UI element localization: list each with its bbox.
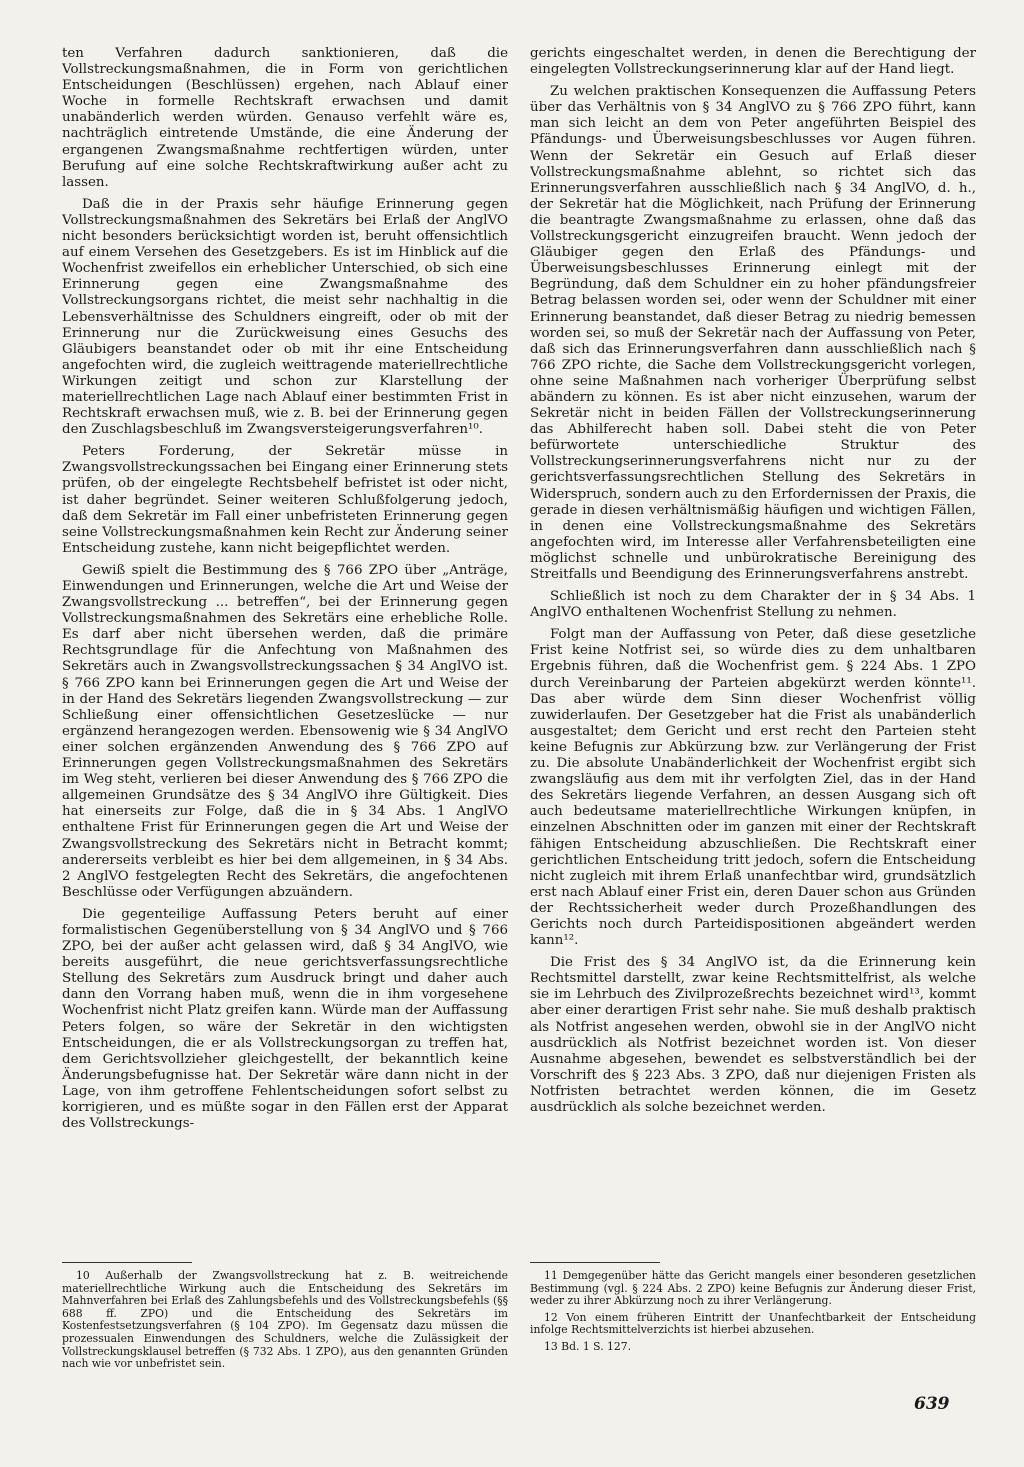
footnotes-right — [530, 1270, 976, 1358]
footnotes-left — [62, 1270, 508, 1375]
footnote-divider — [62, 1262, 192, 1263]
paragraph: Schließlich ist noch zu dem Charakter der in § 34 Abs. 1 AnglVO enthaltenen Wochenfrist Stellung zu nehmen. — [530, 589, 976, 621]
paragraph: gerichts eingeschaltet werden, in denen die Berechtigung der eingelegten Vollstreckungserinnerung klar auf der Hand liegt. — [530, 46, 976, 78]
paragraph: Peters Forderung, der Sekretär müsse in Zwangsvollstreckungssachen bei Eingang einer Erinnerung stets prüfen, ob der eingelegte Rechtsbehelf befristet ist oder nicht, ist daher begründet. Seiner weiteren Schlußfolgerung jedoch, daß dem Sekretär im Fall einer unbefristeten Erinnerung gegen seine Vollstreckungsmaßnahmen kein Recht zur Änderung seiner Entscheidung zustehe, kann nicht beigepflichtet werden. — [62, 444, 508, 556]
paragraph: Daß die in der Praxis sehr häufige Erinnerung gegen Vollstreckungsmaßnahmen des Sekretärs bei Erlaß der AnglVO nicht besonders berücksichtigt worden ist, beruht offensichtlich auf einem Versehen des Gesetzgebers. Es ist im Hinblick auf die Wochenfrist zweifellos ein erheblicher Unterschied, ob sich eine Erinnerung gegen eine Zwangsmaßnahme des Vollstreckungsorgans richtet, die meist sehr nachhaltig in die Lebensverhältnisse des Schuldners eingreift, oder ob mit der Erinnerung nur die Zurückweisung eines Gesuchs des Gläubigers beanstandet oder ob mit ihr eine Entscheidung angefochten wird, die zugleich weittragende materiellrechtliche Wirkungen zeitigt und schon zur Klarstellung der materiellrechtlichen Lage nach Ablauf einer bestimmten Frist in Rechtskraft erwachsen muß, wie z. B. bei der Erinnerung gegen den Zuschlagsbeschluß im Zwangsversteigerungsverfahren¹⁰. — [62, 196, 508, 438]
page-number: 639 — [914, 1394, 950, 1414]
footnote: 12 Von einem früheren Eintritt der Unanfechtbarkeit der Entscheidung infolge Rechtsmittelverzichts ist hierbei abzusehen. — [530, 1310, 976, 1337]
footnote-divider — [530, 1262, 660, 1263]
footnote: 11 Demgegenüber hätte das Gericht mangels einer besonderen gesetzlichen Bestimmung (vgl. § 224 Abs. 2 ZPO) keine Befugnis zur Änderung dieser Frist, weder zu ihrer Abkürzung noch zu ihrer Verlängerung. — [530, 1269, 976, 1308]
footnote: 10 Außerhalb der Zwangsvollstreckung hat z. B. weitreichende materiellrechtliche Wirkung auch die Entscheidung des Sekretärs im Mahnverfahren bei Erlaß des Zahlungsbefehls und des Vollstreckungsbefehls (§§ 688 ff. ZPO) und die Entscheidung des Sekretärs im Kostenfestsetzungsverfahren (§ 104 ZPO). Im Gegensatz dazu müssen die prozessualen Einwendungen des Schuldners, welche die Zulässigkeit der Vollstreckungsklausel betreffen (§ 732 Abs. 1 ZPO), aus den genannten Gründen nach wie vor unbefristet sein. — [62, 1269, 508, 1371]
footnote: 13 Bd. 1 S. 127. — [544, 1339, 632, 1353]
paragraph: Die gegenteilige Auffassung Peters beruht auf einer formalistischen Gegenüberstellung von § 34 AnglVO und § 766 ZPO, bei der außer acht gelassen wird, daß § 34 AnglVO, wie bereits ausgeführt, die neue gerichtsverfassungsrechtliche Stellung des Sekretärs zum Ausdruck bringt und daher auch dann den Vorrang haben muß, wenn die in ihm vorgesehene Wochenfrist nicht Platz greifen kann. Würde man der Auffassung Peters folgen, so wäre der Sekretär in den wichtigsten Entscheidungen, die er als Vollstreckungsorgan zu treffen hat, dem Gerichtsvollzieher gleichgestellt, der bekanntlich keine Änderungsbefugnisse hat. Der Sekretär wäre dann nicht in der Lage, von ihm getroffene Fehlentscheidungen sofort selbst zu korrigieren, und es müßte sogar in den Fällen erst der Apparat des Vollstreckungs- — [62, 906, 508, 1132]
left-column — [62, 46, 508, 1254]
paragraph: Zu welchen praktischen Konsequenzen die Auffassung Peters über das Verhältnis von § 34 AnglVO zu § 766 ZPO führt, kann man sich leicht an dem von Peter angeführten Beispiel des Pfändungs- und Überweisungsbeschlusses vor Augen führen. Wenn der Sekretär ein Gesuch auf Erlaß dieser Vollstreckungsmaßnahme ablehnt, so richtet sich das Erinnerungsverfahren ausschließlich nach § 34 AnglVO, d. h., der Sekretär hat die Möglichkeit, nach Prüfung der Erinnerung die beantragte Zwangsmaßnahme zu erlassen, ohne daß das Vollstreckungsgericht einzugreifen braucht. Wenn jedoch der Gläubiger gegen den Erlaß des Pfändungs- und Überweisungsbeschlusses Erinnerung einlegt mit der Begründung, daß dem Schuldner ein zu hoher pfändungsfreier Betrag belassen worden sei, oder wenn der Schuldner mit einer Erinnerung beanstandet, daß dieser Betrag zu niedrig bemessen worden sei, so muß der Sekretär nach der Auffassung von Peter, daß sich das Erinnerungsverfahren dann ausschließlich nach § 766 ZPO richte, die Sache dem Vollstreckungsgericht vorlegen, ohne seine Maßnahmen nach vorheriger Überprüfung selbst abändern zu können. Es ist aber nicht einzusehen, warum der Sekretär nicht in beiden Fällen der Vollstreckungserinnerung das Abhilferecht haben soll. Dabei steht die von Peter befürwortete unterschiedliche Struktur des Vollstreckungserinnerungsverfahrens nicht nur zu der gerichtsverfassungsrechtlichen Stellung des Sekretärs in Widerspruch, sondern auch zu den Erfordernissen der Praxis, die gerade in diesen verhältnismäßig häufigen und wichtigen Fällen, in denen eine Vollstreckungsmaßnahme des Sekretärs angefochten wird, im Interesse aller Verfahrensbeteiligten eine möglichst schnelle und unbürokratische Bereinigung des Streitfalls und Beendigung des Erinnerungsverfahrens anstrebt. — [530, 84, 976, 582]
paragraph: Die Frist des § 34 AnglVO ist, da die Erinnerung kein Rechtsmittel darstellt, zwar keine Rechtsmittelfrist, als welche sie im Lehrbuch des Zivilprozeßrechts bezeichnet wird¹³, kommt aber einer derartigen Frist sehr nahe. Sie muß deshalb praktisch als Notfrist angesehen werden, obwohl sie in der AnglVO nicht ausdrücklich als Notfrist bezeichnet worden ist. Von dieser Ausnahme abgesehen, bewendet es selbstverständlich bei der Vorschrift des § 223 Abs. 3 ZPO, daß nur diejenigen Fristen als Notfristen betrachtet werden können, die im Gesetz ausdrücklich als solche bezeichnet werden. — [530, 955, 976, 1115]
paragraph: Folgt man der Auffassung von Peter, daß diese gesetzliche Frist keine Notfrist sei, so würde dies zu dem unhaltbaren Ergebnis führen, daß die Wochenfrist gem. § 224 Abs. 1 ZPO durch Vereinbarung der Parteien abgekürzt werden könnte¹¹. Das aber würde dem Sinn dieser Wochenfrist völlig zuwiderlaufen. Der Gesetzgeber hat die Frist als unabänderlich ausgestaltet; dem Gericht und erst recht den Parteien steht keine Befugnis zur Abkürzung bzw. zur Verlängerung der Frist zu. Die absolute Unabänderlichkeit der Wochenfrist ergibt sich zwangsläufig aus dem mit ihr verfolgten Ziel, das in der Hand des Sekretärs liegende Verfahren, an dessen Ausgang sich oft auch bedeutsame materiellrechtliche Wirkungen knüpfen, in einzelnen Abschnitten oder im ganzen mit einer der Rechtskraft fähigen Entscheidung abzuschließen. Die Rechtskraft einer gerichtlichen Entscheidung tritt jedoch, sofern die Entscheidung nicht zugleich mit ihrem Erlaß unanfechtbar wird, grundsätzlich erst nach Ablauf einer Frist ein, deren Dauer schon aus Gründen der Rechtssicherheit weder durch Prozeßhandlungen des Gerichts noch durch Parteidispositionen abgeändert werden kann¹². — [530, 627, 976, 949]
right-column — [530, 46, 976, 1254]
paragraph: Gewiß spielt die Bestimmung des § 766 ZPO über „Anträge, Einwendungen und Erinnerungen, welche die Art und Weise der Zwangsvollstreckung ... betreffen“, bei der Erinnerung gegen Vollstreckungsmaßnahmen des Sekretärs eine erhebliche Rolle. Es darf aber nicht übersehen werden, daß die primäre Rechtsgrundlage für die Anfechtung von Maßnahmen des Sekretärs auch in Zwangsvollstreckungssachen § 34 AnglVO ist. § 766 ZPO kann bei Erinnerungen gegen die Art und Weise der in der Hand des Sekretärs liegenden Zwangsvollstreckung — zur Schließung einer offensichtlichen Gesetzeslücke — nur ergänzend herangezogen werden. Ebensowenig wie § 34 AnglVO einer solchen ergänzenden Anwendung des § 766 ZPO auf Erinnerungen gegen Vollstreckungsmaßnahmen des Sekretärs im Weg steht, verlieren bei dieser Anwendung des § 766 ZPO die allgemeinen Grundsätze des § 34 AnglVO ihre Gültigkeit. Dies hat einerseits zur Folge, daß die in § 34 Abs. 1 AnglVO enthaltene Frist für Erinnerungen gegen die Art und Weise der Zwangsvollstreckung des Sekretärs nicht in Betracht kommt; andererseits verbleibt es hier bei dem allgemeinen, in § 34 Abs. 2 AnglVO festgelegten Recht des Sekretärs, die angefochtenen Beschlüsse oder Verfügungen abzuändern. — [62, 562, 508, 900]
paragraph: ten Verfahren dadurch sanktionieren, daß die Vollstreckungsmaßnahmen, die in Form von gerichtlichen Entscheidungen (Beschlüssen) ergehen, nach Ablauf einer Woche in formelle Rechtskraft erwachsen und damit unabänderlich werden würden. Genauso verfehlt wäre es, nachträglich eintretende Umstände, die eine Änderung der ergangenen Zwangsmaßnahme rechtfertigen würden, unter Berufung auf eine solche Rechtskraftwirkung außer acht zu lassen. — [62, 46, 508, 190]
